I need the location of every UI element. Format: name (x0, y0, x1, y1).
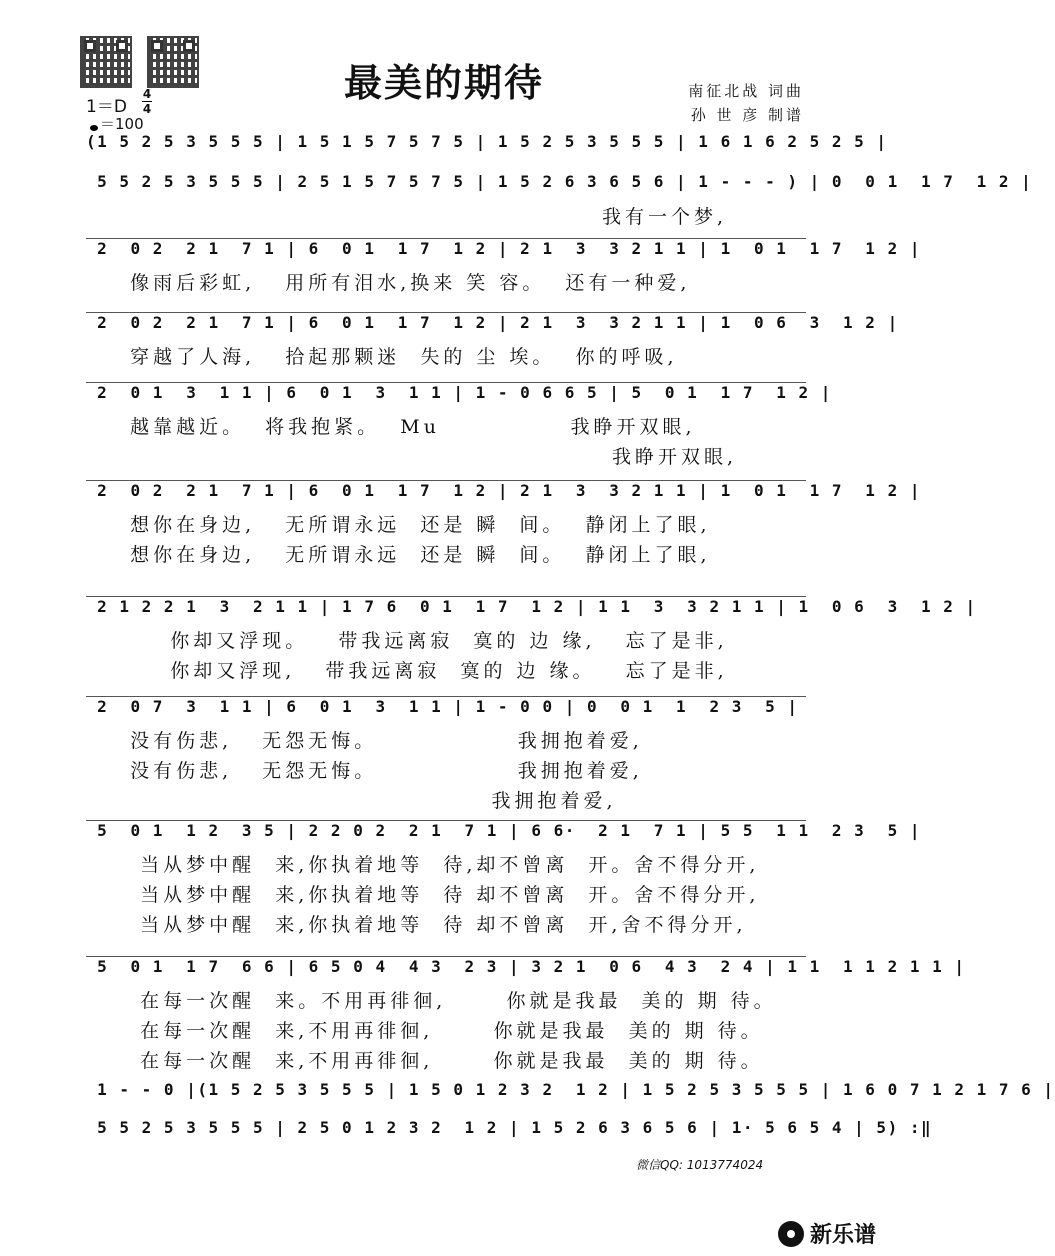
notes-line: 2 1 2 2 1 3 2 1 1 | 1 7 6 0 1 1 7 1 2 | 1 1 3 3 2 1 1 | 1 0 6 3 1 2 | (86, 596, 806, 623)
credit-lyrics-music: 南征北战 词曲 (688, 82, 804, 100)
lyric-line: 没有伤悲, 无怨无悔。 我拥抱着爱, (110, 760, 643, 782)
lyric-line: 当从梦中醒 来,你执着地等 待,却不曾离 开。舍不得分开, (110, 854, 760, 876)
lyric-line: 当从梦中醒 来,你执着地等 待 却不曾离 开,舍不得分开, (110, 914, 747, 936)
song-title: 最美的期待 (343, 61, 544, 105)
notes-line: 5 5 2 5 3 5 5 5 | 2 5 1 5 7 5 7 5 | 1 5 2 6 3 6 5 6 | 1 - - - ) | 0 0 1 1 7 1 2 | (86, 172, 1033, 191)
lyric-line: 越靠越近。 将我抱紧。 Mu 我睁开双眼, (110, 416, 696, 438)
notes-line: 2 0 2 2 1 7 1 | 6 0 1 1 7 1 2 | 2 1 3 3 2 1 1 | 1 0 1 1 7 1 2 | (86, 238, 806, 265)
logo-text: 新乐谱 (809, 1223, 876, 1248)
notes-line: 1 - - 0 |(1 5 2 5 3 5 5 5 | 1 5 0 1 2 3 2 1 2 | 1 5 2 5 3 5 5 5 | 1 6 0 7 1 2 1 7 6 | (86, 1080, 1055, 1099)
key-signature: 1＝D (86, 97, 127, 117)
lyric-line: 我拥抱着爱, (110, 790, 617, 812)
notes-line: 5 0 1 1 2 3 5 | 2 2 0 2 2 1 7 1 | 6 6· 2 1 7 1 | 5 5 1 1 2 3 5 | (86, 820, 806, 847)
quarter-note-icon (90, 125, 98, 131)
tempo-marking (90, 113, 144, 134)
lyric-line: 穿越了人海, 拾起那颗迷 失的 尘 埃。 你的呼吸, (110, 346, 678, 368)
lyric-line: 想你在身边, 无所谓永远 还是 瞬 间。 静闭上了眼, (110, 514, 711, 536)
site-logo (778, 1218, 876, 1249)
time-signature-bottom: 4 (142, 102, 152, 116)
notes-line: 2 0 2 2 1 7 1 | 6 0 1 1 7 1 2 | 2 1 3 3 2 1 1 | 1 0 6 3 1 2 | (86, 312, 806, 339)
notes-line: (1 5 2 5 3 5 5 5 | 1 5 1 5 7 5 7 5 | 1 5 2 5 3 5 5 5 | 1 6 1 6 2 5 2 5 | (86, 132, 888, 151)
notes-line: 2 0 7 3 1 1 | 6 0 1 3 1 1 | 1 - 0 0 | 0 0 1 1 2 3 5 | (86, 696, 806, 723)
lyric-line: 当从梦中醒 来,你执着地等 待 却不曾离 开。舍不得分开, (110, 884, 760, 906)
lyric-line: 我睁开双眼, (110, 446, 738, 468)
lyric-line: 像雨后彩虹, 用所有泪水,换来 笑 容。 还有一种爱, (110, 272, 691, 294)
time-signature-top: 4 (142, 87, 152, 101)
notes-line: 5 0 1 1 7 6 6 | 6 5 0 4 4 3 2 3 | 3 2 1 0 6 4 3 2 4 | 1 1 1 1 2 1 1 | (86, 956, 806, 983)
credit-transcriber: 孙 世 彦 制谱 (690, 106, 804, 124)
lyric-line: 想你在身边, 无所谓永远 还是 瞬 间。 静闭上了眼, (110, 544, 711, 566)
notes-line: 5 5 2 5 3 5 5 5 | 2 5 0 1 2 3 2 1 2 | 1 5 2 6 3 6 5 6 | 1· 5 6 5 4 | 5) :‖ (86, 1118, 933, 1137)
wechat-qq: 微信QQ: 1013774024 (636, 1158, 764, 1172)
lyric-line: 没有伤悲, 无怨无悔。 我拥抱着爱, (110, 730, 643, 752)
lyric-line: 在每一次醒 来,不用再徘徊, 你就是我最 美的 期 待。 (110, 1020, 764, 1042)
lyric-line: 在每一次醒 来,不用再徘徊, 你就是我最 美的 期 待。 (110, 1050, 764, 1072)
lyric-line: 你却又浮现。 带我远离寂 寞的 边 缘, 忘了是非, (110, 630, 728, 652)
notes-line: 2 0 2 2 1 7 1 | 6 0 1 1 7 1 2 | 2 1 3 3 2 1 1 | 1 0 1 1 7 1 2 | (86, 480, 806, 507)
tempo-value: ＝100 (100, 115, 144, 133)
music-disc-icon (778, 1221, 804, 1247)
lyric-line: 你却又浮现, 带我远离寂 寞的 边 缘。 忘了是非, (110, 660, 728, 682)
time-signature (142, 88, 152, 115)
lyric-line: 在每一次醒 来。不用再徘徊, 你就是我最 美的 期 待。 (110, 990, 777, 1012)
lyric-line: 我有一个梦, (110, 206, 727, 228)
notes-line: 2 0 1 3 1 1 | 6 0 1 3 1 1 | 1 - 0 6 6 5 | 5 0 1 1 7 1 2 | (86, 382, 806, 409)
